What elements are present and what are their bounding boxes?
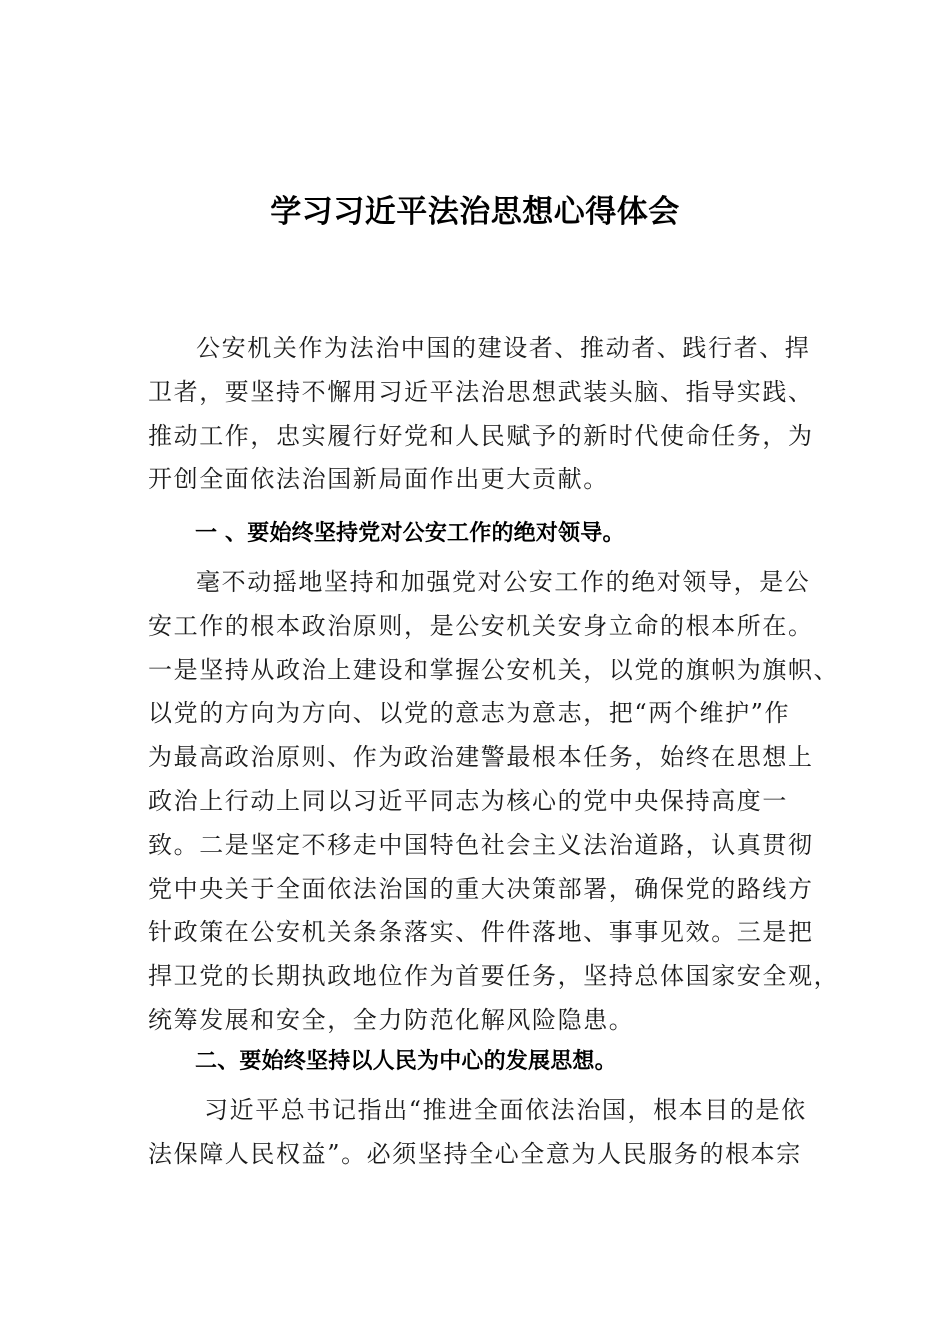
section-heading-1: 一 、要始终坚持党对公安工作的绝对领导。: [195, 521, 625, 546]
paragraph-line: 卫者，要坚持不懈用习近平法治思想武装头脑、指导实践、: [148, 377, 814, 406]
paragraph-line: 统筹发展和安全，全力防范化解风险隐患。: [148, 1005, 635, 1034]
paragraph-line: 为最高政治原则、作为政治建警最根本任务，始终在思想上: [148, 743, 814, 772]
paragraph-line: 一是坚持从政治上建设和掌握公安机关，以党的旗帜为旗帜、: [148, 655, 840, 684]
paragraph-line: 毫不动摇地坚持和加强党对公安工作的绝对领导，是公: [196, 568, 811, 596]
intro-paragraph: [148, 327, 833, 502]
section-1-paragraph: [148, 561, 840, 1043]
paragraph-line: 致。二是坚定不移走中国特色社会主义法治道路，认真贯彻: [148, 830, 814, 859]
paragraph-line: 以党的方向为方向、以党的意志为意志，把“两个维护”作: [148, 699, 791, 728]
paragraph-line: 习近平总书记指出“推进全面依法治国，根本目的是依: [204, 1096, 807, 1124]
paragraph-line: 安工作的根本政治原则，是公安机关安身立命的根本所在。: [148, 611, 814, 640]
paragraph-line: 公安机关作为法治中国的建设者、推动者、践行者、捍: [196, 334, 811, 362]
paragraph-line: 开创全面依法治国新局面作出更大贡献。: [148, 465, 609, 494]
paragraph-line: 党中央关于全面依法治国的重大决策部署，确保党的路线方: [148, 874, 814, 903]
section-heading-2: 二、要始终坚持以人民为中心的发展思想。: [195, 1049, 617, 1074]
document-title: 学习习近平法治思想心得体会: [270, 194, 680, 230]
paragraph-line: 推动工作，忠实履行好党和人民赋予的新时代使命任务，为: [148, 421, 814, 450]
paragraph-line: 捍卫党的长期执政地位作为首要任务，坚持总体国家安全观，: [148, 962, 840, 991]
paragraph-line: 法保障人民权益”。必须坚持全心全意为人民服务的根本宗: [148, 1139, 802, 1168]
section-2-paragraph: [148, 1089, 833, 1177]
paragraph-line: 政治上行动上同以习近平同志为核心的党中央保持高度一: [148, 786, 788, 815]
paragraph-line: 针政策在公安机关条条落实、件件落地、事事见效。三是把: [148, 918, 814, 947]
